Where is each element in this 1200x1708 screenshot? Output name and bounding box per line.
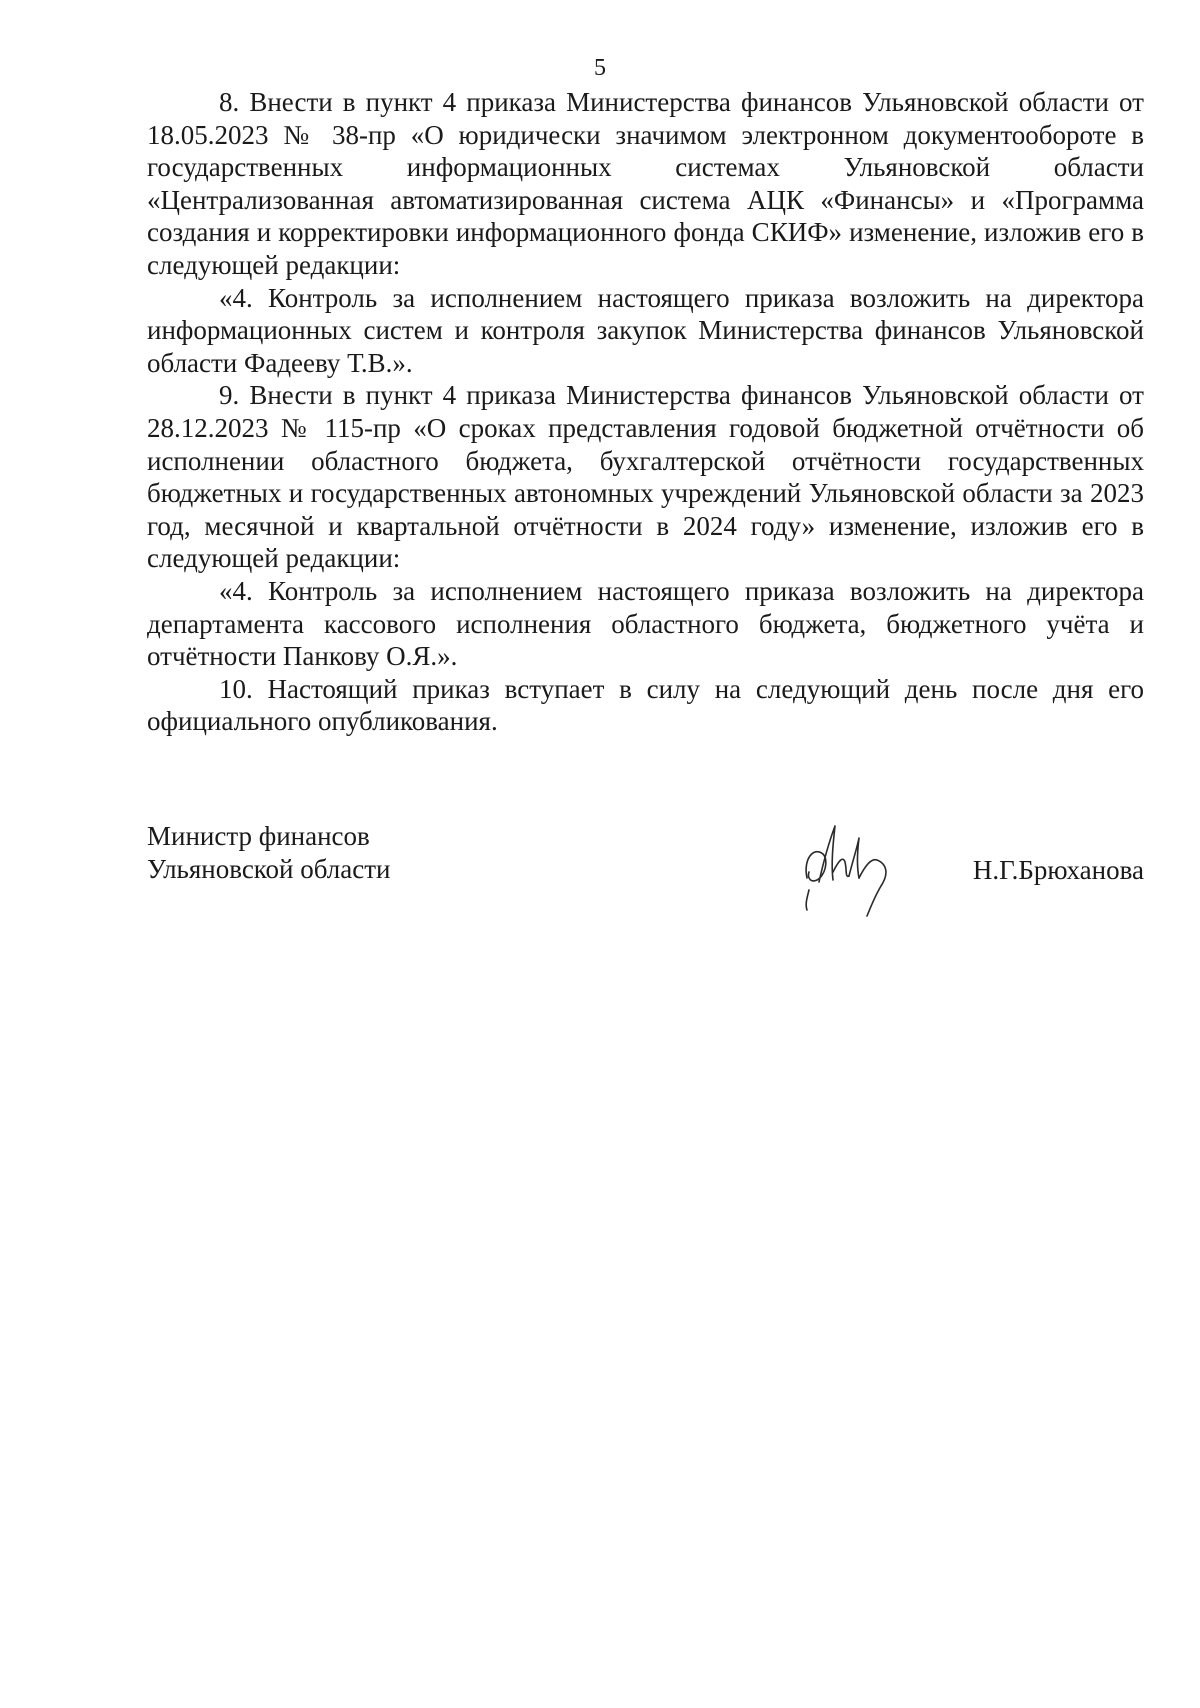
signer-name: Н.Г.Брюханова xyxy=(972,855,1144,885)
document-body xyxy=(147,86,1144,738)
paragraph-item-8-quote: «4. Контроль за исполнением настоящего приказа возложить на директора информационных систем и контроля закупок Министерства финансов Ульяновской области Фадееву Т.В.». xyxy=(147,282,1144,378)
signature-block xyxy=(147,820,1144,940)
signer-title xyxy=(147,820,391,885)
paragraph-item-8: 8. Внести в пункт 4 приказа Министерства финансов Ульяновской области от 18.05.2023 № 38-пр «О юридически значимом электронном документообороте в государственных информационных системах Ульяновской области «Централизованная автоматизированная система АЦК «Финансы» и «Программа создания и корректировки информационного фонда СКИФ» изменение, изложив его в следующей редакции: xyxy=(147,87,1144,280)
signer-title-line-1: Министр финансов xyxy=(147,821,370,851)
paragraph-item-9-quote: «4. Контроль за исполнением настоящего приказа возложить на директора департамента кассового исполнения областного бюджета, бюджетного учёта и отчётности Панкову О.Я.». xyxy=(147,575,1144,672)
paragraph-item-9: 9. Внести в пункт 4 приказа Министерства финансов Ульяновской области от 28.12.2023 № 115-пр «О сроках представления годовой бюджетной отчётности об исполнении областного бюджета, бухгалтерской отчётности государственных бюджетных и государственных автономных учреждений Ульяновской области за 2023 год, месячной и квартальной отчётности в 2024 году» изменение, изложив его в следующей редакции: xyxy=(147,380,1144,574)
handwritten-signature xyxy=(795,820,905,920)
paragraph-item-10: 10. Настоящий приказ вступает в силу на следующий день после дня его официального опубликования. xyxy=(147,673,1144,737)
page-number: 5 xyxy=(594,55,606,81)
signer-title-line-2: Ульяновской области xyxy=(147,853,391,884)
